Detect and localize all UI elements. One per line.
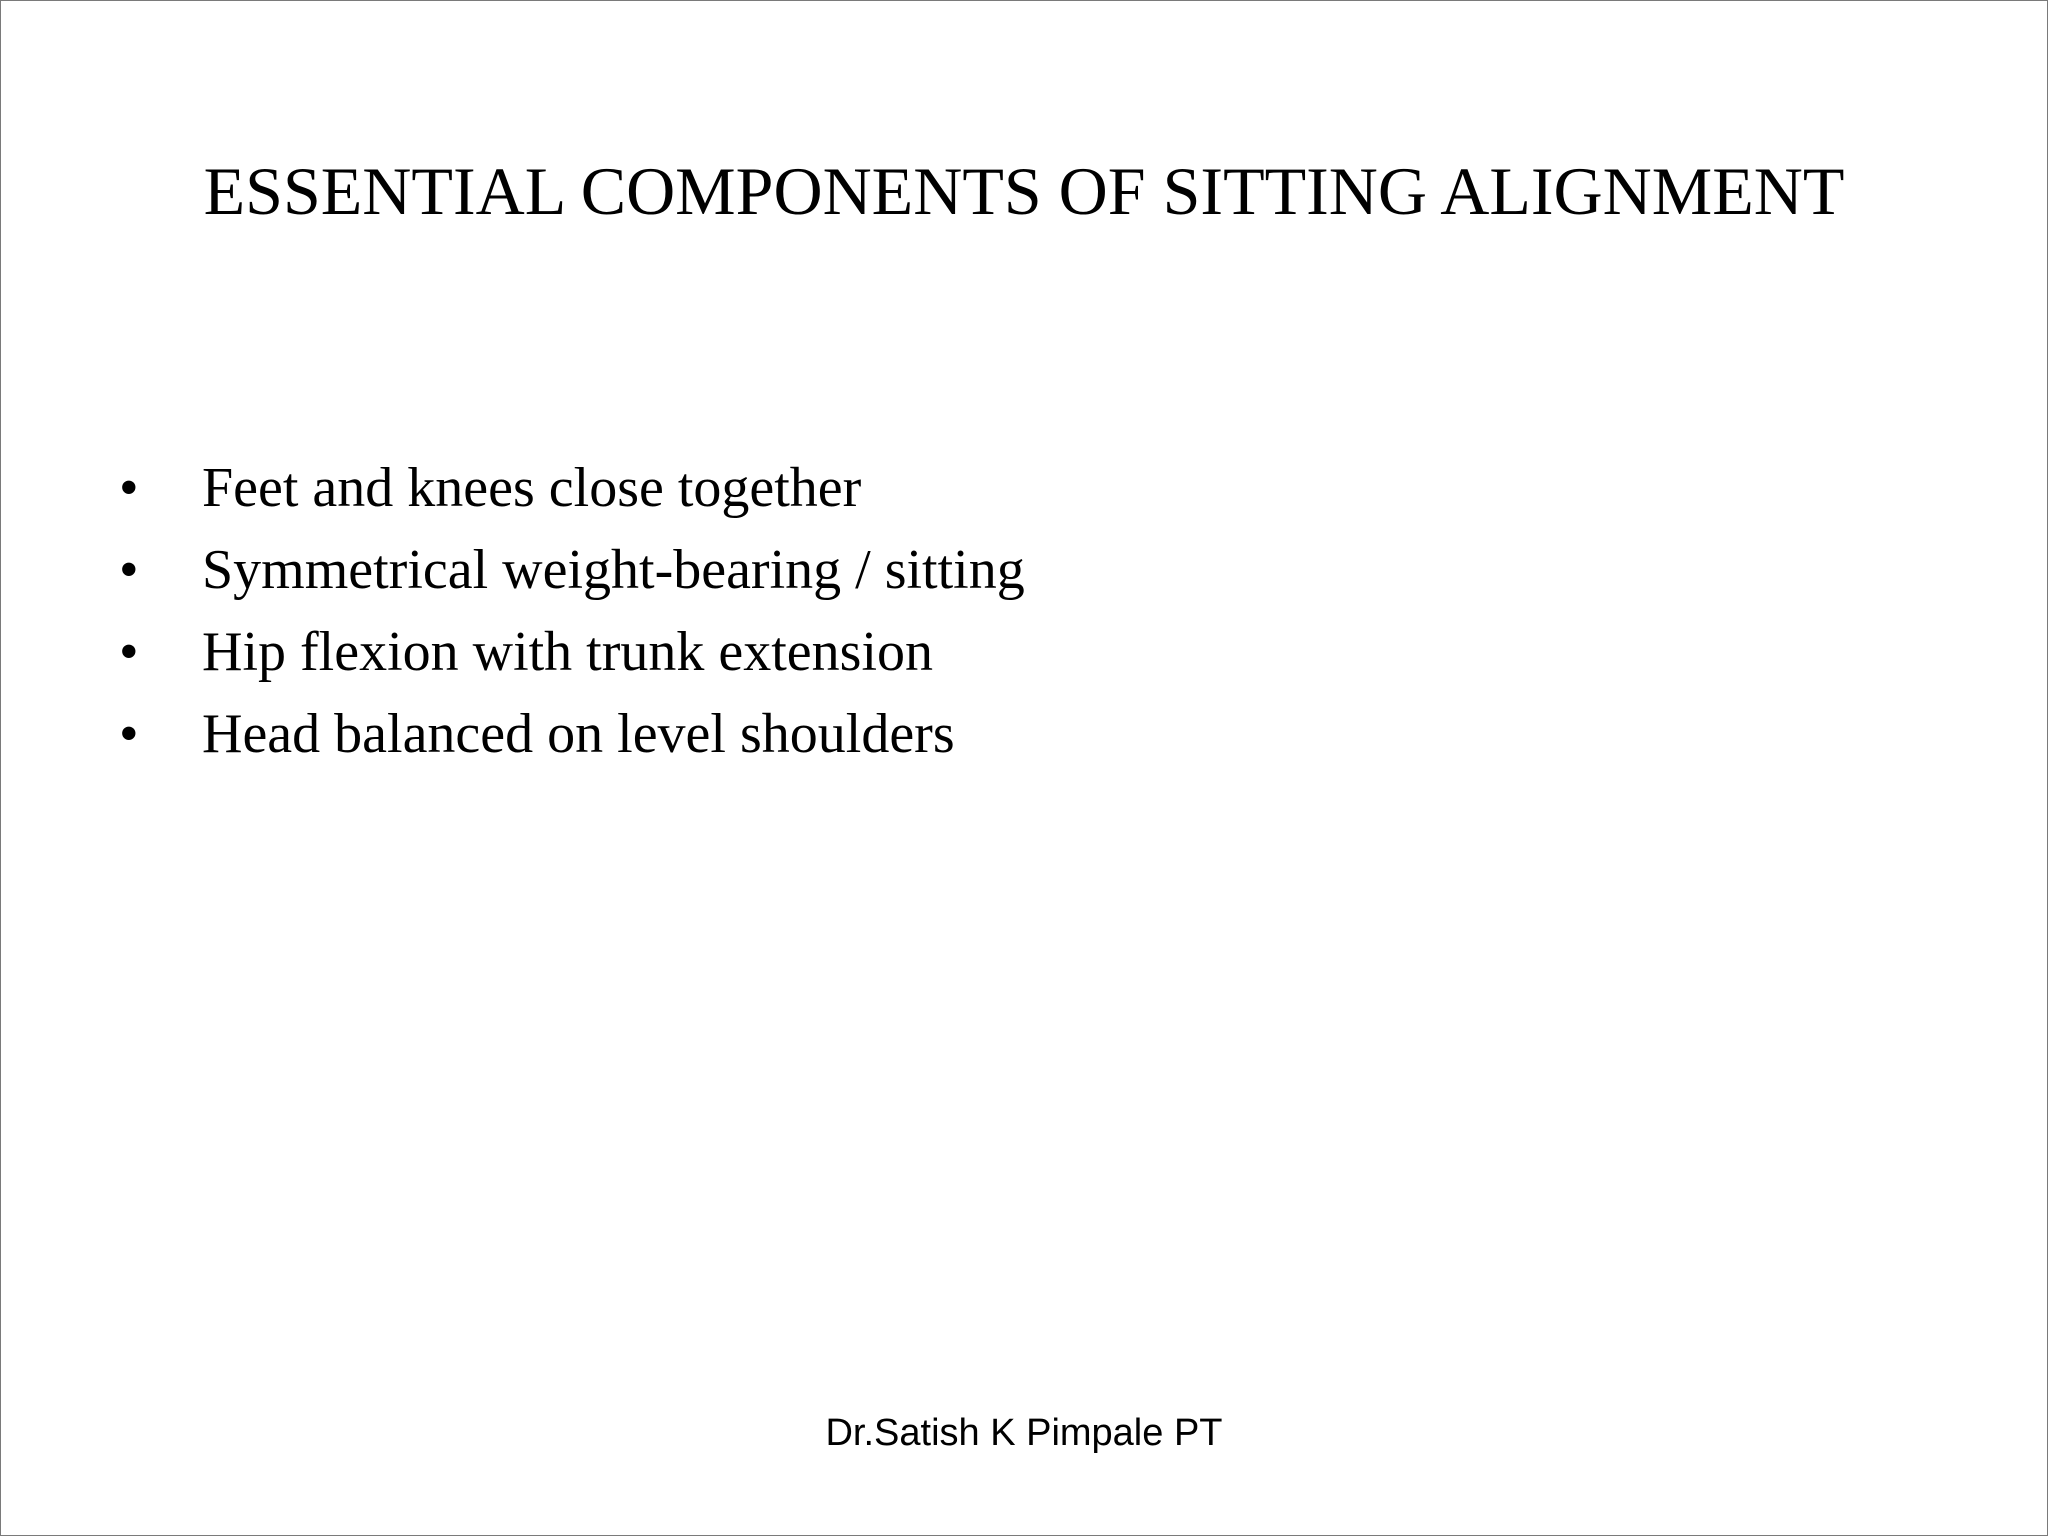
slide-title: ESSENTIAL COMPONENTS OF SITTING ALIGNMENT bbox=[203, 153, 1845, 229]
bullet-icon: • bbox=[119, 621, 139, 683]
bullet-text: Feet and knees close together bbox=[202, 457, 862, 519]
author-footer: Dr.Satish K Pimpale PT bbox=[825, 1412, 1223, 1454]
bullet-icon: • bbox=[119, 703, 139, 765]
bullet-text: Symmetrical weight-bearing / sitting bbox=[202, 539, 1025, 601]
bullet-text: Head balanced on level shoulders bbox=[202, 703, 955, 765]
bullet-icon: • bbox=[119, 539, 139, 601]
bullet-icon: • bbox=[119, 457, 139, 519]
bullet-text: Hip flexion with trunk extension bbox=[202, 621, 934, 683]
